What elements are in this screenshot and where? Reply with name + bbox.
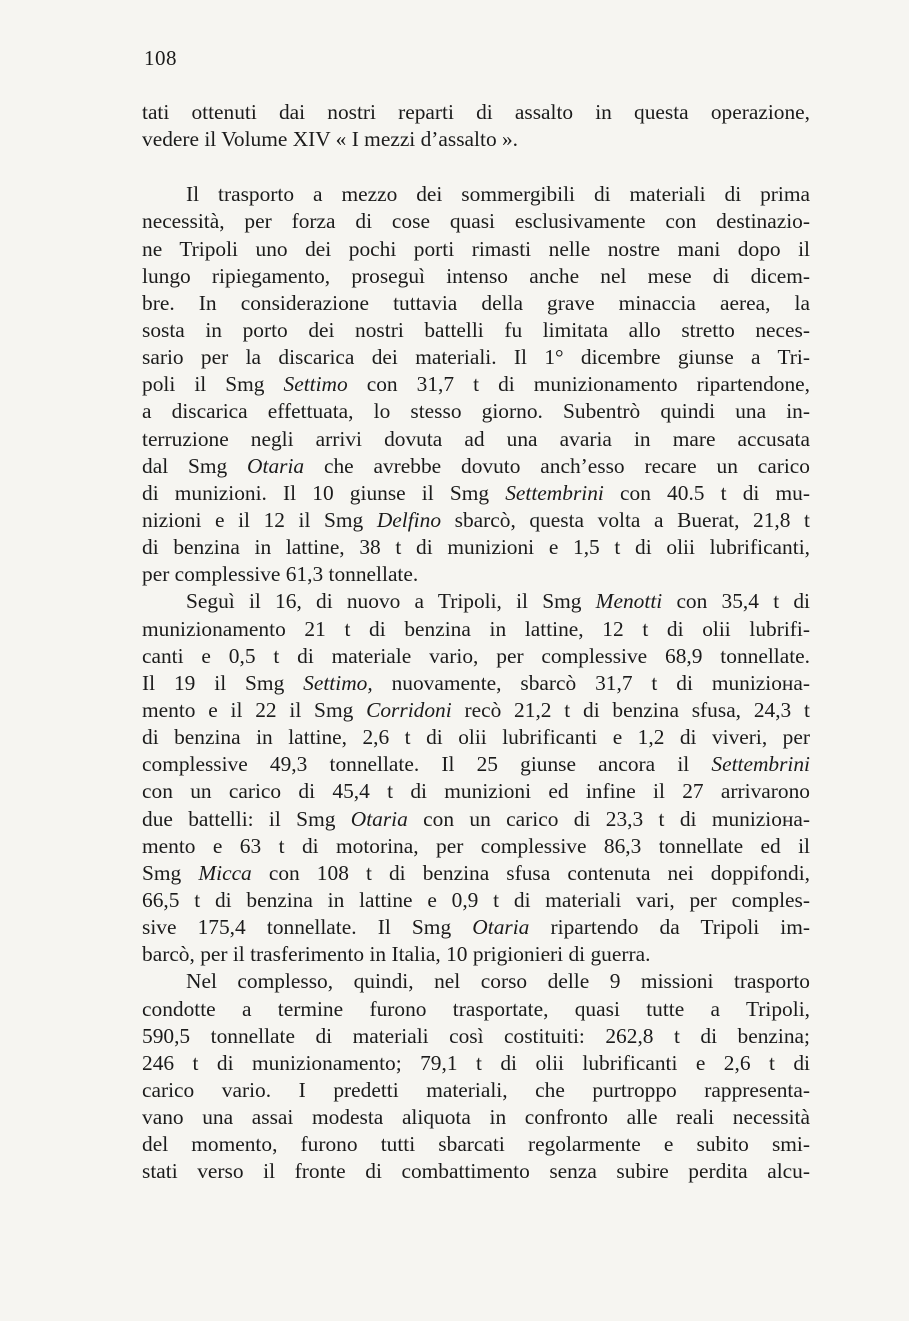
italic-vessel-name: Settembrini <box>711 752 810 777</box>
text-line <box>142 453 810 480</box>
text-line <box>142 480 810 507</box>
text-segment: mento e il 22 il Smg <box>142 697 367 722</box>
paragraph-gap <box>142 153 810 181</box>
italic-vessel-name: Otaria <box>247 453 305 478</box>
text-line <box>142 751 810 778</box>
text-line <box>142 1023 810 1050</box>
text-line <box>142 426 810 453</box>
text-line <box>142 1158 810 1185</box>
text-segment: tati ottenuti dai nostri reparti di assalto in questa operazione, <box>142 100 810 124</box>
italic-vessel-name: Settimo <box>283 372 348 397</box>
text-line <box>142 697 810 724</box>
text-segment: con 108 t di benzina sfusa contenuta nei doppifondi, <box>251 860 810 885</box>
text-segment: con 40.5 t di mu- <box>603 480 810 505</box>
text-line <box>142 290 810 317</box>
italic-vessel-name: Corridoni <box>366 697 452 722</box>
text-segment: di munizioni. Il 10 giunse il Smg <box>142 480 506 505</box>
text-line <box>142 263 810 290</box>
body-text <box>142 99 810 1185</box>
text-segment: per complessive 61,3 tonnellate. <box>142 562 419 587</box>
text-line <box>142 616 810 643</box>
text-segment: terruzione negli arrivi dovuta ad una avaria in mare accusata <box>142 426 810 451</box>
text-segment: a discarica effettuata, lo stesso giorno. Subentrò quindi una in- <box>142 399 810 424</box>
text-segment: con un carico di 45,4 t di munizioni ed infine il 27 arrivarono <box>142 779 810 804</box>
text-segment: 590,5 tonnellate di materiali così costituiti: 262,8 t di benzina; <box>142 1023 810 1048</box>
text-line <box>142 941 810 968</box>
text-line <box>142 996 810 1023</box>
text-segment: ripartendo da Tripoli im- <box>529 915 810 940</box>
text-segment: sbarcò, questa volta a Buerat, 21,8 t <box>441 507 811 532</box>
text-segment: vano una assai modesta aliquota in confronto alle reali necessità <box>142 1105 810 1130</box>
text-segment: stati verso il fronte di combattimento senza subire perdita alcu- <box>142 1159 810 1184</box>
text-segment: canti e 0,5 t di materiale vario, per complessive 68,9 tonnellate. <box>142 643 810 668</box>
text-line <box>142 371 810 398</box>
text-line <box>142 126 810 153</box>
text-line <box>142 236 810 263</box>
text-line <box>142 344 810 371</box>
italic-vessel-name: Micca <box>198 860 252 885</box>
italic-vessel-name: Menotti <box>595 589 663 614</box>
text-segment: lungo ripiegamento, proseguì intenso anche nel mese di dicem- <box>142 263 810 288</box>
text-segment: vedere il Volume XIV « I mezzi d’assalto ». <box>142 127 519 152</box>
text-line <box>142 99 810 126</box>
text-segment: di benzina in lattine, 2,6 t di olii lubrificanti e 1,2 di viveri, per <box>142 725 810 750</box>
text-line <box>142 914 810 941</box>
text-segment: Smg <box>142 860 199 885</box>
text-segment: Il 19 il Smg <box>142 670 304 695</box>
text-segment: munizionamento 21 t di benzina in lattine, 12 t di olii lubrifi- <box>142 616 810 641</box>
text-segment: 246 t di munizionamento; 79,1 t di olii lubrificanti e 2,6 t di <box>142 1050 810 1075</box>
text-segment: ne Tripoli uno dei pochi porti rimasti nelle nostre mani dopo il <box>142 236 810 261</box>
text-line <box>142 1131 810 1158</box>
italic-vessel-name: Settimo, <box>303 670 373 695</box>
text-segment: con 35,4 t di <box>662 589 810 614</box>
text-line <box>142 1050 810 1077</box>
text-segment: con un carico di 23,3 t di munizioна- <box>407 806 811 831</box>
text-segment: carico vario. I predetti materiali, che purtroppo rappresenta- <box>142 1077 810 1102</box>
text-segment: con 31,7 t di munizionamento ripartendone, <box>347 372 811 397</box>
text-segment: barcò, per il trasferimento in Italia, 10 prigionieri di guerra. <box>142 942 651 967</box>
text-segment: nizioni e il 12 il Smg <box>142 507 377 532</box>
text-segment: Seguì il 16, di nuovo a Tripoli, il Smg <box>186 589 596 614</box>
text-line <box>142 561 810 588</box>
text-segment: sario per la discarica dei materiali. Il 1° dicembre giunse a Tri- <box>142 345 810 370</box>
text-line <box>142 181 810 208</box>
italic-vessel-name: Otaria <box>472 915 530 940</box>
text-line <box>142 724 810 751</box>
text-segment: Nel complesso, quindi, nel corso delle 9 missioni trasporto <box>186 969 810 994</box>
text-line <box>142 588 810 615</box>
text-line <box>142 643 810 670</box>
text-segment: condotte a termine furono trasportate, quasi tutte a Tripoli, <box>142 996 810 1021</box>
italic-vessel-name: Delfino <box>376 507 442 532</box>
text-line <box>142 887 810 914</box>
text-line <box>142 534 810 561</box>
text-segment: recò 21,2 t di benzina sfusa, 24,3 t <box>451 697 810 722</box>
text-line <box>142 670 810 697</box>
text-segment: del momento, furono tutti sbarcati regolarmente e subito smi- <box>142 1132 810 1157</box>
text-segment: di benzina in lattine, 38 t di munizioni e 1,5 t di olii lubrificanti, <box>142 535 810 560</box>
text-segment: poli il Smg <box>142 372 284 397</box>
text-line <box>142 507 810 534</box>
text-segment: sive 175,4 tonnellate. Il Smg <box>142 915 473 940</box>
text-segment: sosta in porto dei nostri battelli fu limitata allo stretto neces- <box>142 317 810 342</box>
text-line <box>142 1104 810 1131</box>
text-segment: complessive 49,3 tonnellate. Il 25 giunse ancora il <box>142 752 712 777</box>
text-segment: dal Smg <box>142 453 248 478</box>
text-segment: bre. In considerazione tuttavia della grave minaccia aerea, la <box>142 290 810 315</box>
text-line <box>142 1077 810 1104</box>
text-line <box>142 317 810 344</box>
page-number: 108 <box>144 46 177 70</box>
text-segment: nuovamente, sbarcò 31,7 t di munizioна- <box>372 670 810 695</box>
text-line <box>142 806 810 833</box>
text-line <box>142 968 810 995</box>
text-segment: Il trasporto a mezzo dei sommergibili di materiali di prima <box>186 182 810 207</box>
italic-vessel-name: Settembrini <box>505 480 604 505</box>
text-segment: 66,5 t di benzina in lattine e 0,9 t di materiali vari, per comples- <box>142 887 810 912</box>
text-segment: due battelli: il Smg <box>142 806 351 831</box>
text-line <box>142 778 810 805</box>
text-segment: che avrebbe dovuto anch’esso recare un carico <box>304 453 810 478</box>
text-segment: necessità, per forza di cose quasi esclusivamente con destinazio- <box>142 209 810 234</box>
text-line <box>142 860 810 887</box>
text-line <box>142 833 810 860</box>
text-segment: mento e 63 t di motorina, per complessive 86,3 tonnellate ed il <box>142 833 810 858</box>
text-line <box>142 208 810 235</box>
text-line <box>142 398 810 425</box>
italic-vessel-name: Otaria <box>350 806 408 831</box>
